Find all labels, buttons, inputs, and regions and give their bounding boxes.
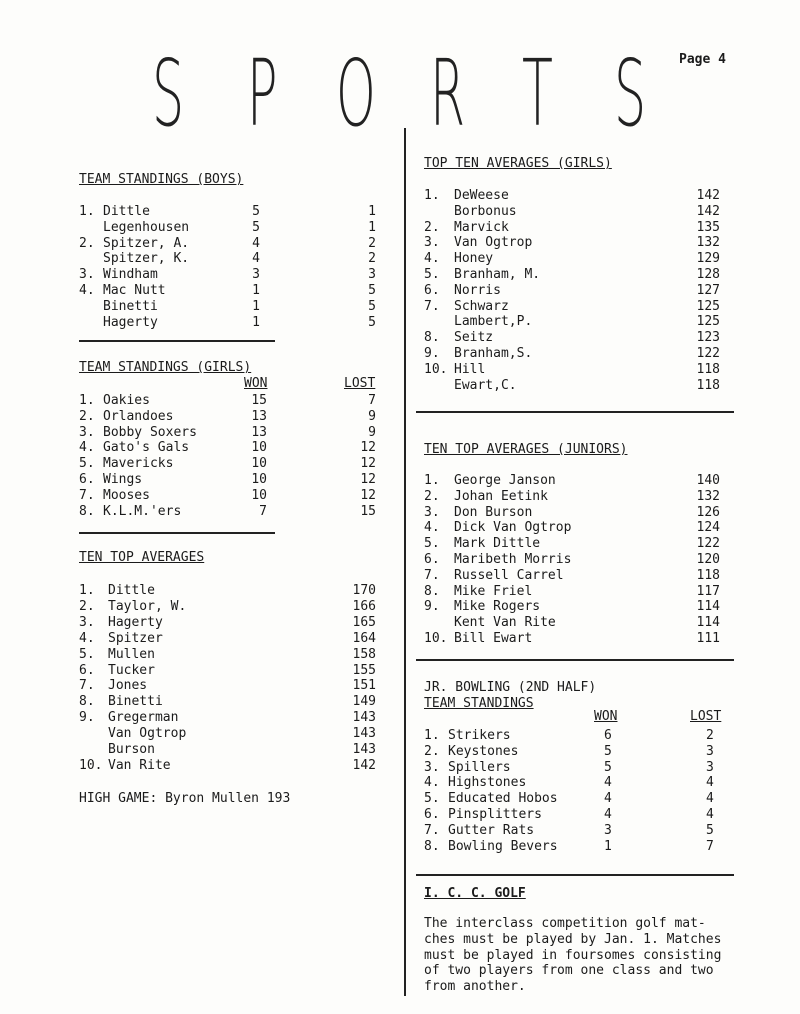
section-rule	[416, 659, 734, 661]
won-cell: 4	[604, 775, 612, 791]
average-cell: 143	[352, 710, 376, 726]
average-cell: 120	[696, 552, 720, 567]
rank-cell: 1.	[424, 728, 440, 743]
bowler-name-cell: Don Burson	[454, 504, 533, 520]
table-row	[0, 599, 800, 615]
table-row	[0, 204, 800, 220]
average-cell: 170	[352, 583, 376, 598]
table-row	[0, 757, 800, 776]
bowler-name-cell: Mark Dittle	[454, 536, 541, 552]
average-cell: 140	[696, 473, 720, 488]
rank-cell: 10.	[424, 361, 448, 377]
masthead-letter: S	[152, 40, 185, 147]
lost-cell: 12	[360, 487, 376, 503]
won-cell: 1	[252, 314, 260, 330]
average-cell: 129	[696, 251, 720, 267]
rank-cell: 6.	[79, 472, 95, 487]
rank-cell: 8.	[424, 330, 440, 346]
ten-top-averages-title: TEN TOP AVERAGES	[79, 550, 205, 565]
bowler-name-cell: Hagerty	[108, 614, 163, 630]
bowler-name-cell: Marvick	[454, 219, 509, 235]
masthead-letter: O	[336, 40, 376, 147]
won-cell: 5	[604, 759, 612, 775]
average-cell: 135	[696, 219, 720, 235]
rank-cell: 5.	[424, 791, 440, 807]
lost-cell: 4	[706, 807, 714, 822]
average-cell: 142	[696, 203, 720, 219]
bowler-name-cell: Mike Friel	[454, 583, 533, 599]
rank-cell: 5.	[424, 267, 440, 282]
won-header: WON	[594, 709, 618, 724]
bowler-name-cell: Seitz	[454, 330, 494, 346]
lost-header: LOST	[690, 709, 722, 724]
table-row	[0, 362, 800, 378]
rank-cell: 2.	[424, 219, 440, 235]
average-cell: 151	[352, 678, 376, 694]
lost-cell: 5	[368, 283, 376, 298]
lost-cell: 5	[368, 314, 376, 330]
lost-cell: 5	[706, 822, 714, 838]
team-name-cell: Gato's Gals	[103, 440, 190, 456]
lost-cell: 12	[360, 456, 376, 472]
won-cell: 5	[252, 204, 260, 219]
masthead-letter: T	[522, 40, 553, 147]
average-cell: 165	[352, 614, 376, 630]
rank-cell: 8.	[79, 503, 95, 519]
bowler-name-cell: Bill Ewart	[454, 631, 533, 646]
team-name-cell: Bowling Bevers	[448, 838, 558, 854]
rank-cell: 4.	[79, 630, 95, 646]
table-row	[0, 678, 400, 694]
average-cell: 125	[696, 314, 720, 330]
rank-cell: 4.	[424, 775, 440, 791]
rank-cell: 5.	[424, 536, 440, 552]
team-name-cell: Legenhousen	[103, 219, 190, 235]
average-cell: 118	[696, 377, 720, 393]
table-row	[0, 775, 800, 791]
rank-cell: 7.	[79, 678, 95, 694]
won-cell: 4	[604, 791, 612, 807]
rank-cell: 9.	[424, 346, 440, 361]
table-row	[0, 220, 800, 236]
won-cell: 10	[251, 472, 267, 487]
bowler-name-cell: George Janson	[454, 473, 556, 488]
table-row	[0, 346, 800, 362]
average-cell: 143	[352, 726, 376, 742]
bowler-name-cell: Branham,S.	[454, 346, 533, 361]
bowler-name-cell: Binetti	[108, 694, 163, 710]
rank-cell: 9.	[79, 710, 95, 726]
team-name-cell: Hagerty	[103, 314, 158, 330]
table-row	[0, 473, 800, 489]
lost-cell: 15	[360, 503, 376, 519]
rank-cell: 8.	[424, 583, 440, 599]
bowler-name-cell: Mullen	[108, 646, 155, 662]
average-cell: 114	[696, 599, 720, 615]
average-cell: 155	[352, 662, 376, 678]
rank-cell: 6.	[424, 282, 440, 298]
won-header: WON	[244, 376, 268, 391]
jr-bowling-subtitle: TEAM STANDINGS	[424, 696, 534, 711]
table-row	[0, 409, 400, 425]
bowler-name-cell: Van Rite	[108, 757, 171, 773]
bowler-name-cell: Ewart,C.	[454, 377, 517, 393]
average-cell: 127	[696, 282, 720, 298]
rank-cell: 8.	[424, 838, 440, 854]
table-row	[0, 489, 800, 505]
rank-cell: 3.	[79, 267, 95, 283]
lost-cell: 3	[706, 759, 714, 775]
won-cell: 4	[252, 251, 260, 267]
sports-masthead	[140, 40, 660, 147]
table-row	[0, 584, 800, 600]
bowler-name-cell: Kent Van Rite	[454, 615, 556, 631]
paragraph-line: The interclass competition golf mat-	[424, 916, 706, 931]
golf-title: I. C. C. GOLF	[424, 886, 526, 901]
rank-cell: 4.	[424, 520, 440, 536]
average-cell: 117	[696, 583, 720, 599]
table-row	[0, 505, 800, 521]
rank-cell: 5.	[79, 456, 95, 472]
table-row	[0, 552, 800, 568]
high-game: HIGH GAME: Byron Mullen 193	[79, 791, 291, 806]
paragraph-line: ches must be played by Jan. 1. Matches	[424, 931, 722, 947]
average-cell: 158	[352, 646, 376, 662]
table-row	[0, 425, 400, 441]
team-name-cell: Mac Nutt	[103, 283, 166, 298]
table-row	[0, 568, 800, 584]
team-name-cell: Orlandoes	[103, 408, 174, 424]
team-name-cell: Dittle	[103, 204, 150, 219]
rank-cell: 6.	[424, 552, 440, 567]
table-row	[0, 330, 800, 346]
lost-cell: 2	[706, 728, 714, 743]
won-cell: 3	[604, 822, 612, 838]
page-number: Page 4	[679, 52, 726, 67]
lost-cell: 7	[706, 838, 714, 854]
bowler-name-cell: Gregerman	[108, 710, 179, 726]
rank-cell: 7.	[424, 822, 440, 838]
lost-cell: 1	[368, 204, 376, 219]
bowler-name-cell: Taylor, W.	[108, 598, 187, 614]
team-name-cell: Wings	[103, 472, 143, 487]
lost-cell: 9	[368, 424, 376, 440]
average-cell: 132	[696, 235, 720, 251]
rank-cell: 1.	[424, 188, 440, 203]
rank-cell: 5.	[79, 646, 95, 662]
bowler-name-cell: Honey	[454, 251, 494, 267]
bowler-name-cell: Johan Eetink	[454, 488, 548, 504]
team-name-cell: Keystones	[448, 743, 519, 759]
rank-cell: 1.	[424, 473, 440, 488]
lost-cell: 2	[368, 235, 376, 251]
won-cell: 1	[252, 298, 260, 314]
table-row	[0, 647, 400, 663]
won-cell: 4	[252, 235, 260, 251]
won-cell: 5	[604, 743, 612, 759]
lost-cell: 1	[368, 219, 376, 235]
average-cell: 123	[696, 330, 720, 346]
rank-cell: 7.	[79, 487, 95, 503]
table-row	[0, 393, 400, 409]
table-row	[0, 694, 400, 710]
bowler-name-cell: Schwarz	[454, 298, 509, 314]
average-cell: 125	[696, 298, 720, 314]
table-row	[0, 314, 800, 330]
boys-standings-title: TEAM STANDINGS (BOYS)	[79, 172, 244, 187]
table-row	[0, 188, 800, 204]
average-cell: 128	[696, 267, 720, 282]
table-row	[0, 283, 800, 299]
average-cell: 118	[696, 361, 720, 377]
table-row	[0, 536, 800, 552]
table-row	[0, 823, 800, 839]
table-row	[0, 744, 800, 760]
rank-cell: 3.	[424, 759, 440, 775]
team-name-cell: K.L.M.'ers	[103, 503, 182, 519]
rank-cell: 10.	[424, 631, 448, 646]
lost-cell: 5	[368, 298, 376, 314]
team-name-cell: Educated Hobos	[448, 791, 558, 807]
table-row	[0, 663, 400, 679]
table-row	[0, 728, 800, 744]
won-cell: 13	[251, 424, 267, 440]
team-name-cell: Binetti	[103, 298, 158, 314]
won-cell: 6	[604, 728, 612, 743]
rank-cell: 4.	[424, 251, 440, 267]
lost-header: LOST	[344, 376, 376, 391]
bowler-name-cell: Spitzer	[108, 630, 163, 646]
team-name-cell: Mooses	[103, 487, 150, 503]
rank-cell: 2.	[79, 235, 95, 251]
rank-cell: 2.	[79, 408, 95, 424]
bowler-name-cell: Burson	[108, 742, 155, 757]
bowler-name-cell: Norris	[454, 282, 501, 298]
table-row	[0, 456, 400, 472]
bowler-name-cell: Russell Carrel	[454, 567, 564, 583]
team-name-cell: Highstones	[448, 775, 527, 791]
rank-cell: 1.	[79, 204, 95, 219]
average-cell: 164	[352, 630, 376, 646]
bowler-name-cell: Lambert,P.	[454, 314, 533, 330]
lost-cell: 9	[368, 408, 376, 424]
rank-cell: 3.	[79, 614, 95, 630]
rank-cell: 3.	[79, 424, 95, 440]
rank-cell: 2.	[424, 488, 440, 504]
lost-cell: 12	[360, 472, 376, 487]
average-cell: 143	[352, 742, 376, 757]
masthead-letter: S	[614, 40, 647, 147]
lost-cell: 3	[368, 267, 376, 283]
paragraph-line: from another.	[424, 979, 526, 995]
rank-cell: 2.	[79, 598, 95, 614]
rank-cell: 8.	[79, 694, 95, 710]
paragraph-line: must be played in foursomes consisting	[424, 947, 722, 963]
rank-cell: 4.	[79, 440, 95, 456]
average-cell: 124	[696, 520, 720, 536]
won-cell: 4	[604, 807, 612, 822]
bowler-name-cell: Jones	[108, 678, 148, 694]
won-cell: 15	[251, 393, 267, 408]
rank-cell: 7.	[424, 298, 440, 314]
average-cell: 122	[696, 346, 720, 361]
won-cell: 10	[251, 456, 267, 472]
bowler-name-cell: Hill	[454, 361, 486, 377]
bowler-name-cell: Dick Van Ogtrop	[454, 520, 572, 536]
girls-top-ten-title: TOP TEN AVERAGES (GIRLS)	[424, 156, 612, 171]
team-name-cell: Mavericks	[103, 456, 174, 472]
juniors-top-ten-title: TEN TOP AVERAGES (JUNIORS)	[424, 442, 628, 457]
team-name-cell: Oakies	[103, 393, 150, 408]
rank-cell: 7.	[424, 567, 440, 583]
lost-cell: 2	[368, 251, 376, 267]
team-name-cell: Spitzer, K.	[103, 251, 190, 267]
rank-cell: 6.	[424, 807, 440, 822]
average-cell: 142	[696, 188, 720, 203]
average-cell: 118	[696, 567, 720, 583]
lost-cell: 4	[706, 791, 714, 807]
bowler-name-cell: DeWeese	[454, 188, 509, 203]
team-name-cell: Spillers	[448, 759, 511, 775]
won-cell: 10	[251, 440, 267, 456]
rank-cell: 6.	[79, 662, 95, 678]
bowler-name-cell: Maribeth Morris	[454, 552, 572, 567]
rank-cell: 4.	[79, 283, 95, 298]
jr-bowling-title: JR. BOWLING (2ND HALF)	[424, 680, 597, 695]
table-row	[0, 267, 800, 283]
won-cell: 5	[252, 219, 260, 235]
bowler-name-cell: Van Ogtrop	[454, 235, 533, 251]
rank-cell: 2.	[424, 743, 440, 759]
team-name-cell: Bobby Soxers	[103, 424, 197, 440]
average-cell: 114	[696, 615, 720, 631]
rank-cell: 3.	[424, 235, 440, 251]
table-row	[0, 839, 800, 855]
team-name-cell: Spitzer, A.	[103, 235, 190, 251]
table-row	[0, 378, 800, 394]
won-cell: 3	[252, 267, 260, 283]
table-row	[0, 299, 800, 315]
masthead-letter: P	[247, 40, 278, 147]
table-row	[0, 235, 800, 251]
team-name-cell: Strikers	[448, 728, 511, 743]
average-cell: 142	[352, 757, 376, 773]
average-cell: 132	[696, 488, 720, 504]
lost-cell: 3	[706, 743, 714, 759]
table-row	[0, 791, 800, 807]
table-row	[0, 807, 800, 823]
lost-cell: 7	[368, 393, 376, 408]
table-row	[0, 251, 800, 267]
rank-cell: 10.	[79, 757, 103, 773]
team-name-cell: Windham	[103, 267, 158, 283]
bowler-name-cell: Tucker	[108, 662, 155, 678]
rank-cell: 9.	[424, 599, 440, 615]
bowler-name-cell: Van Ogtrop	[108, 726, 187, 742]
won-cell: 1	[604, 838, 612, 854]
table-row	[0, 631, 800, 647]
won-cell: 10	[251, 487, 267, 503]
rank-cell: 1.	[79, 393, 95, 408]
bowler-name-cell: Dittle	[108, 583, 155, 598]
paragraph-line: of two players from one class and two	[424, 963, 714, 979]
girls-standings-title: TEAM STANDINGS (GIRLS)	[79, 360, 252, 375]
table-row	[0, 615, 800, 631]
jr-bowling-header	[0, 709, 800, 725]
average-cell: 149	[352, 694, 376, 710]
won-cell: 7	[259, 503, 267, 519]
rank-cell: 3.	[424, 504, 440, 520]
bowler-name-cell: Borbonus	[454, 203, 517, 219]
bowler-name-cell: Branham, M.	[454, 267, 541, 282]
table-row	[0, 440, 400, 456]
won-cell: 13	[251, 408, 267, 424]
table-row	[0, 520, 800, 536]
team-name-cell: Pinsplitters	[448, 807, 542, 822]
masthead-letter: R	[430, 40, 466, 147]
average-cell: 166	[352, 598, 376, 614]
lost-cell: 4	[706, 775, 714, 791]
bowler-name-cell: Mike Rogers	[454, 599, 541, 615]
rank-cell: 1.	[79, 583, 95, 598]
section-rule	[416, 874, 734, 876]
team-name-cell: Gutter Rats	[448, 822, 535, 838]
average-cell: 111	[696, 631, 720, 646]
section-rule	[416, 411, 734, 413]
average-cell: 122	[696, 536, 720, 552]
average-cell: 126	[696, 504, 720, 520]
lost-cell: 12	[360, 440, 376, 456]
won-cell: 1	[252, 283, 260, 298]
